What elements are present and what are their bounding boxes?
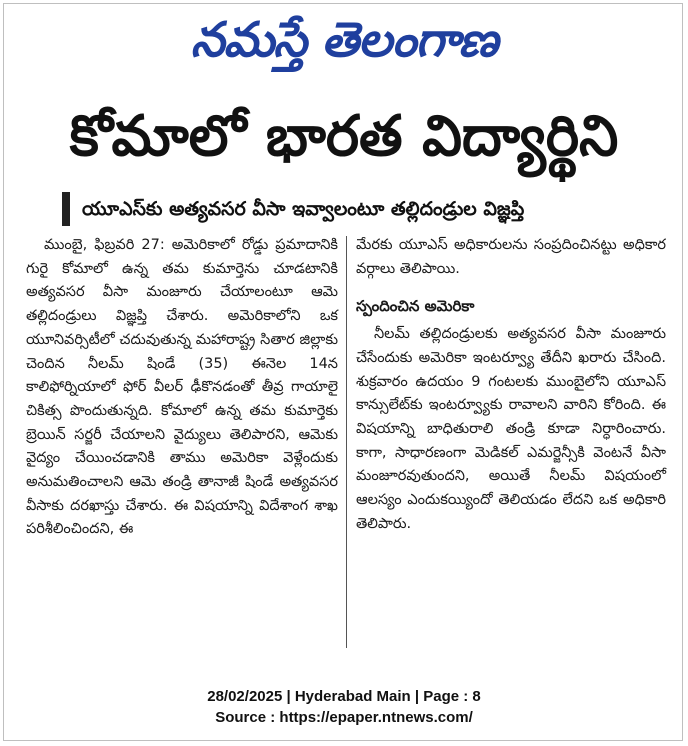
subheadline-accent-bar	[62, 192, 70, 226]
footer-source: Source : https://epaper.ntnews.com/	[215, 709, 473, 726]
article-subheadline: యూఎస్‌కు అత్యవసర వీసా ఇవ్వాలంటూ తల్లిదండ్రుల విజ్ఞప్తి	[82, 198, 525, 220]
right-intro-paragraph: మేరకు యూఎస్ అధికారులను సంప్రదించినట్టు అధికార వర్గాలు తెలిపాయి.	[356, 237, 666, 277]
article-headline: కోమాలో భారత విద్యార్థిని	[69, 104, 619, 169]
article-right-column	[356, 234, 666, 536]
left-paragraph-1: ముంబై, ఫిబ్రవరి 27: అమెరికాలో రోడ్డు ప్రమాదానికి గురై కోమాలో ఉన్న తమ కుమార్తెను చూడటానికి అత్యవసర వీసా మంజూరు చేయాలంటూ ఆమె తల్లిదండ్రులు విజ్ఞప్తి చేశారు. అమెరికాలోని ఒక యూనివర్సిటీలో చదువుతున్న మహారాష్ట్ర సితార జిల్లాకు చెందిన నీలమ్ షిండే (35) ఈనెల 14న కాలిఫోర్నియాలో ఫోర్ వీలర్ ఢీకొనడంతో తీవ్ర గాయాలై చికిత్స పొందుతున్నది. కోమాలో ఉన్న తమ కుమార్తెకు బ్రెయిన్ సర్జరీ చేయాలని వైద్యులు తెలిపారని, ఆమెకు వైద్యం చేయించడానికి తాము అమెరికా వెళ్లేందుకు అనుమతించాలని ఆమె తండ్రి తానాజీ షిండే అత్యవసర వీసాకు దరఖాస్తు చేశారు. ఈ విషయాన్ని విదేశాంగ శాఖ పరిశీలించిందని, ఈ	[26, 237, 338, 538]
section-heading: స్పందించిన అమెరికా	[356, 297, 475, 316]
newspaper-masthead: నమస్తే తెలంగాణ	[190, 12, 498, 68]
column-divider	[346, 236, 347, 648]
right-paragraph-1: నీలమ్ తల్లిదండ్రులకు అత్యవసర వీసా మంజూరు చేసేందుకు అమెరికా ఇంటర్వ్యూ తేదీని ఖరారు చేసింది. శుక్రవారం ఉదయం 9 గంటలకు ముంబైలోని యూఎస్ కాన్సులేట్‌కు ఇంటర్వ్యూకు రావాలని వారిని కోరింది. ఈ విషయాన్ని బాధితురాలి తండ్రి కూడా నిర్ధారించారు. కాగా, సాధారణంగా మెడికల్ ఎమర్జెన్సీకి వెంటనే వీసా మంజూరవుతుందని, అయితే నీలమ్ విషయంలో ఆలస్యం ఎందుకయ్యిందో తెలియడం లేదని ఒక అధికారి తెలిపారు.	[356, 326, 666, 532]
article-left-column	[26, 234, 338, 542]
footer-meta: 28/02/2025 | Hyderabad Main | Page : 8	[207, 688, 481, 705]
subheadline-block	[62, 192, 626, 226]
